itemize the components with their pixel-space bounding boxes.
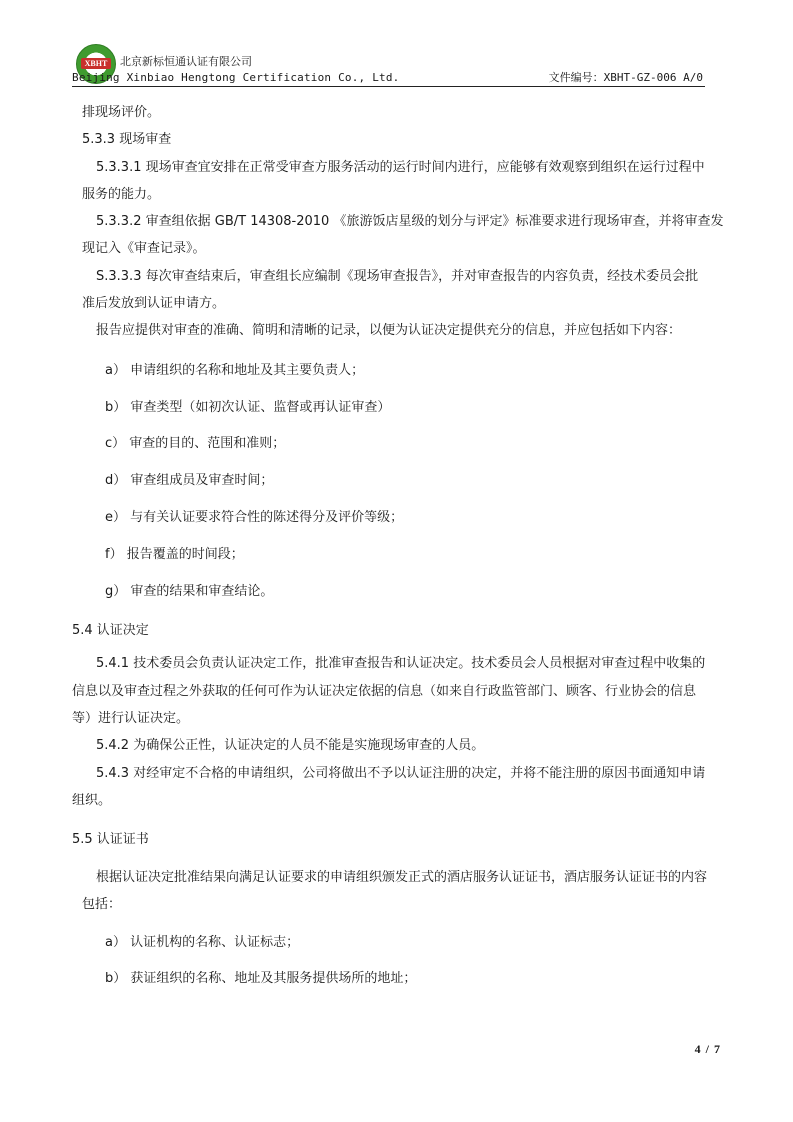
- body-line: 5.4.2 为确保公正性，认证决定的人员不能是实施现场审查的人员。: [96, 738, 485, 753]
- body-line: 包括：: [82, 897, 122, 912]
- company-name-en: Beijing Xinbiao Hengtong Certification Co., Ltd.: [72, 71, 400, 84]
- header-divider: [72, 86, 705, 87]
- list-item: d） 审查组成员及审查时间；: [105, 473, 274, 488]
- body-line: 5.3.3.1 现场审查宜安排在正常受审查方服务活动的运行时间内进行，应能够有效观察到组织在运行过程中: [96, 160, 705, 175]
- body-line: 报告应提供对审查的准确、简明和清晰的记录，以便为认证决定提供充分的信息，并应包括如下内容：: [96, 323, 682, 338]
- list-item: a） 申请组织的名称和地址及其主要负责人；: [105, 363, 365, 378]
- list-item: g） 审查的结果和审查结论。: [105, 584, 274, 599]
- list-item: a） 认证机构的名称、认证标志；: [105, 935, 300, 950]
- body-line: 根据认证决定批准结果向满足认证要求的申请组织颁发正式的酒店服务认证证书，酒店服务认证证书的内容: [96, 870, 708, 885]
- company-name-cn: 北京新标恒通认证有限公司: [120, 55, 252, 68]
- body-line: 组织。: [72, 793, 112, 808]
- body-line: 等）进行认证决定。: [72, 711, 190, 726]
- body-line: 5.4.3 对经审定不合格的申请组织，公司将做出不予以认证注册的决定，并将不能注册的原因书面通知申请: [96, 766, 706, 781]
- list-item: b） 获证组织的名称、地址及其服务提供场所的地址；: [105, 971, 417, 986]
- document-number: 文件编号：XBHT-GZ-006 A/0: [548, 71, 703, 84]
- body-line: 服务的能力。: [82, 187, 161, 202]
- section-heading: 5.5 认证证书: [72, 832, 149, 847]
- body-line: 5.4.1 技术委员会负责认证决定工作，批准审查报告和认证决定。技术委员会人员根据对审查过程中收集的: [96, 656, 706, 671]
- body-line: 排现场评价。: [82, 105, 161, 120]
- list-item: b） 审查类型（如初次认证、监督或再认证审查）: [105, 400, 391, 415]
- section-heading: 5.3.3 现场审查: [82, 132, 172, 147]
- body-line: 5.3.3.2 审查组依据 GB/T 14308-2010 《旅游饭店星级的划分与评定》标准要求进行现场审查，并将审查发: [96, 214, 724, 229]
- section-heading: 5.4 认证决定: [72, 623, 149, 638]
- logo-text: XBHT: [81, 58, 111, 69]
- page-number: 4 / 7: [694, 1042, 721, 1056]
- body-line: 现记入《审查记录》。: [82, 241, 206, 256]
- body-line: 信息以及审查过程之外获取的任何可作为认证决定依据的信息（如来自行政监管部门、顾客、行业协会的信息: [72, 684, 697, 699]
- body-line: 准后发放到认证申请方。: [82, 296, 226, 311]
- list-item: c） 审查的目的、范围和准则；: [105, 436, 286, 451]
- body-line: S.3.3.3 每次审查结束后，审查组长应编制《现场审查报告》，并对审查报告的内容负责，经技术委员会批: [96, 269, 699, 284]
- list-item: f） 报告覆盖的时间段；: [105, 547, 244, 562]
- list-item: e） 与有关认证要求符合性的陈述得分及评价等级；: [105, 510, 404, 525]
